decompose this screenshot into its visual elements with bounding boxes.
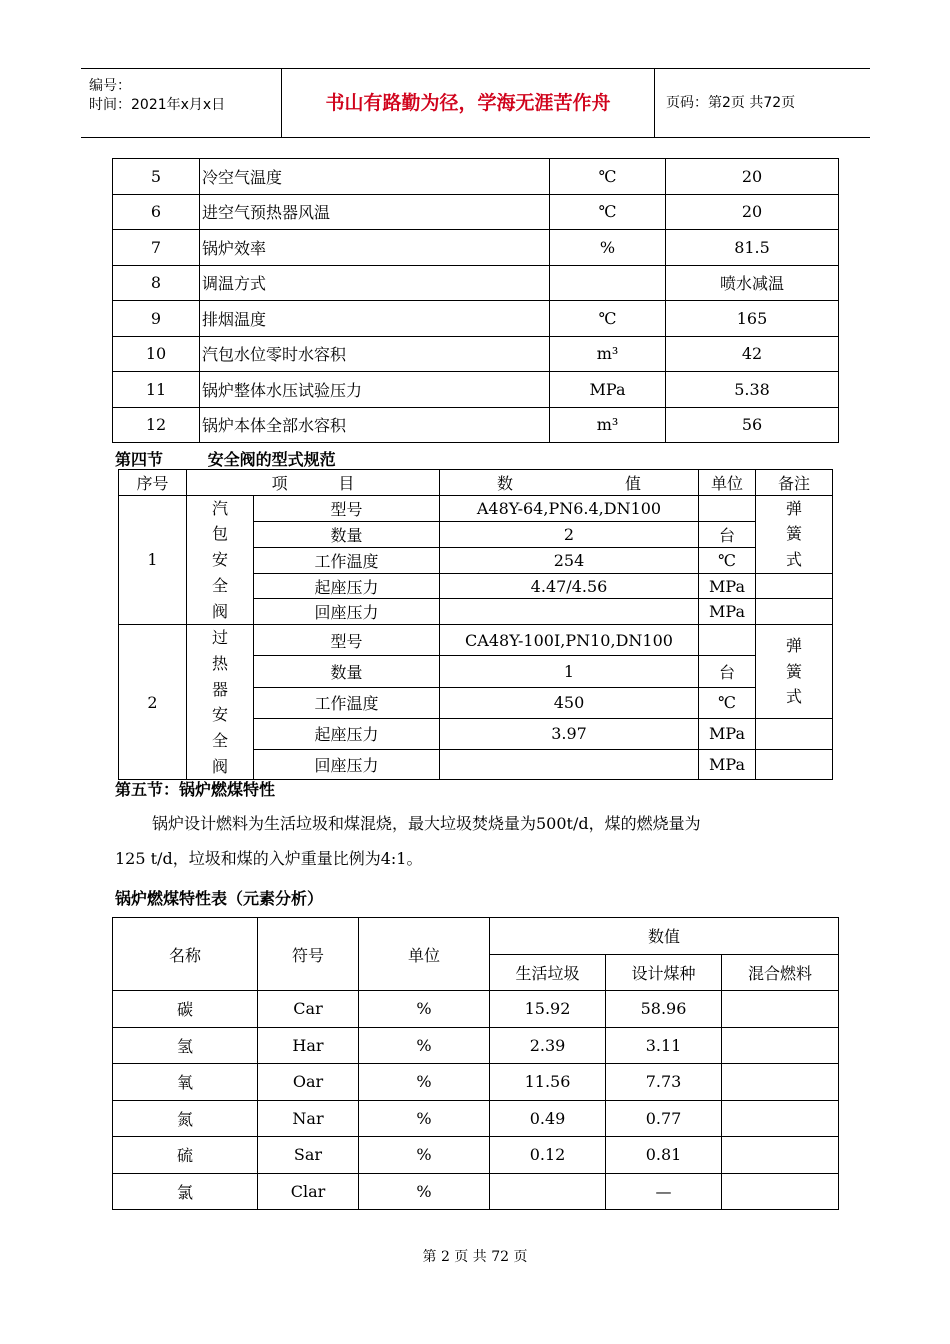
section5-title: 第五节：锅炉燃煤特性 [115,780,276,799]
header-note: 备注 [756,470,833,496]
group-name-char: 安 [211,705,228,725]
header-item: 项 目 [187,470,440,496]
header-values: 数值 [490,918,839,955]
row-value: 5.38 [666,372,839,408]
parameter-table [112,158,839,443]
table-row [113,1100,839,1137]
page-header [81,68,870,138]
group-name-char: 安 [211,550,228,570]
cell-symbol: Oar [258,1064,359,1101]
row-unit: m³ [550,336,666,372]
page-footer: 第 2 页 共 72 页 [422,1249,528,1265]
table-row [113,407,839,443]
cell-symbol: Sar [258,1137,359,1174]
group-name-char: 全 [211,731,228,751]
row-no: 6 [113,194,200,230]
row-unit: m³ [550,407,666,443]
row-item: 回座压力 [254,599,440,625]
header-name: 名称 [113,918,258,991]
group-name-char: 器 [211,679,228,699]
group-note-char: 弹 [785,635,802,655]
row-value: A48Y-64,PN6.4,DN100 [440,495,699,521]
cell-symbol: Clar [258,1173,359,1210]
empty-note [756,749,833,780]
row-value: 450 [440,687,699,718]
group-note [756,625,833,719]
safety-valve-table [118,469,833,780]
group-name-char: 全 [211,575,228,595]
cell-v2: 0.77 [606,1100,722,1137]
row-value: 254 [440,547,699,573]
row-no: 9 [113,301,200,337]
table-row [113,1173,839,1210]
section4-title: 第四节 安全阀的型式规范 [115,450,336,469]
header-unit: 单位 [359,918,490,991]
row-value: 165 [666,301,839,337]
cell-name: 氧 [113,1064,258,1101]
group-note-char: 式 [785,550,802,570]
group-name-char: 热 [211,653,228,673]
header-unit: 单位 [699,470,756,496]
table-row [113,194,839,230]
row-item: 型号 [254,495,440,521]
row-unit: MPa [699,599,756,625]
row-unit: ℃ [550,159,666,195]
row-item: 数量 [254,521,440,547]
row-no: 7 [113,230,200,266]
cell-name: 碳 [113,991,258,1028]
group-name-char: 阀 [211,756,228,776]
cell-unit: % [359,1027,490,1064]
row-item: 锅炉效率 [200,230,550,266]
cell-symbol: Car [258,991,359,1028]
row-value: 81.5 [666,230,839,266]
cell-v2: — [606,1173,722,1210]
group-note [756,495,833,573]
coal-property-table [112,917,839,1210]
paragraph-line-1: 锅炉设计燃料为生活垃圾和煤混烧，最大垃圾焚烧量为500t/d，煤的燃烧量为 [152,814,701,833]
group-name-char: 过 [211,628,228,648]
row-item: 调温方式 [200,265,550,301]
empty-note [756,573,833,599]
row-value: 20 [666,194,839,230]
empty-note [756,718,833,749]
header-meta [81,69,282,137]
group-note-char: 式 [785,687,802,707]
row-no: 12 [113,407,200,443]
cell-v2: 58.96 [606,991,722,1028]
row-unit: ℃ [550,301,666,337]
group-note-char: 弹 [785,498,802,518]
table-row [119,495,833,521]
table-row [113,372,839,408]
cell-symbol: Nar [258,1100,359,1137]
header-symbol: 符号 [258,918,359,991]
row-value: 56 [666,407,839,443]
header-page-info: 页码：第2页 共72页 [666,95,796,111]
group-no: 1 [119,495,187,625]
cell-v2: 3.11 [606,1027,722,1064]
cell-unit: % [359,1137,490,1174]
row-value: 3.97 [440,718,699,749]
row-item: 冷空气温度 [200,159,550,195]
header-design-coal: 设计煤种 [606,954,722,991]
cell-v2: 7.73 [606,1064,722,1101]
row-unit [550,265,666,301]
cell-v1: 11.56 [490,1064,606,1101]
row-unit [699,495,756,521]
cell-v1: 2.39 [490,1027,606,1064]
row-item: 进空气预热器风温 [200,194,550,230]
row-unit: MPa [699,749,756,780]
table-row [113,991,839,1028]
table-row [113,1137,839,1174]
row-value: 1 [440,656,699,687]
header-no: 序号 [119,470,187,496]
cell-v3 [722,1064,839,1101]
group-name-char: 阀 [211,601,228,621]
row-unit: 台 [699,521,756,547]
row-item: 工作温度 [254,687,440,718]
cell-name: 氯 [113,1173,258,1210]
coal-table-title: 锅炉燃煤特性表（元素分析） [115,889,324,908]
cell-unit: % [359,1173,490,1210]
cell-v1: 0.49 [490,1100,606,1137]
row-no: 5 [113,159,200,195]
row-item: 回座压力 [254,749,440,780]
cell-v1: 15.92 [490,991,606,1028]
group-no: 2 [119,625,187,780]
cell-v3 [722,991,839,1028]
group-note-char: 簧 [785,524,802,544]
table-row [113,265,839,301]
row-item: 汽包水位零时水容积 [200,336,550,372]
row-item: 数量 [254,656,440,687]
row-unit: 台 [699,656,756,687]
table-row [113,1064,839,1101]
row-unit [699,625,756,656]
row-unit: MPa [699,718,756,749]
row-item: 起座压力 [254,573,440,599]
cell-unit: % [359,991,490,1028]
row-value: 42 [666,336,839,372]
cell-v3 [722,1027,839,1064]
header-msw: 生活垃圾 [490,954,606,991]
row-value: 2 [440,521,699,547]
row-no: 11 [113,372,200,408]
header-motto: 书山有路勤为径，学海无涯苦作舟 [282,69,655,137]
group-note-char: 簧 [785,661,802,681]
cell-v1 [490,1173,606,1210]
table-row [119,625,833,656]
row-item: 锅炉本体全部水容积 [200,407,550,443]
row-item: 工作温度 [254,547,440,573]
cell-unit: % [359,1064,490,1101]
row-item: 锅炉整体水压试验压力 [200,372,550,408]
row-value: 4.47/4.56 [440,573,699,599]
table-row [113,1027,839,1064]
row-no: 8 [113,265,200,301]
row-no: 10 [113,336,200,372]
row-unit: MPa [550,372,666,408]
group-name-char: 包 [211,524,228,544]
cell-name: 硫 [113,1137,258,1174]
row-value: 喷水减温 [666,265,839,301]
cell-name: 氢 [113,1027,258,1064]
cell-v2: 0.81 [606,1137,722,1174]
table-row [113,159,839,195]
cell-unit: % [359,1100,490,1137]
cell-v3 [722,1137,839,1174]
row-value [440,599,699,625]
row-unit: ℃ [550,194,666,230]
cell-v3 [722,1100,839,1137]
code-label: 编号： [89,78,131,94]
cell-v1: 0.12 [490,1137,606,1174]
header-value: 数 值 [440,470,699,496]
cell-name: 氮 [113,1100,258,1137]
row-value [440,749,699,780]
table-row [113,301,839,337]
row-unit: MPa [699,573,756,599]
paragraph-line-2: 125 t/d，垃圾和煤的入炉重量比例为4:1。 [115,849,423,868]
group-name-char: 汽 [211,498,228,518]
row-unit: ℃ [699,687,756,718]
cell-symbol: Har [258,1027,359,1064]
empty-note [756,599,833,625]
group-name [187,625,254,780]
group-name [187,495,254,625]
row-item: 排烟温度 [200,301,550,337]
cell-v3 [722,1173,839,1210]
row-value: 20 [666,159,839,195]
row-unit: % [550,230,666,266]
row-value: CA48Y-100I,PN10,DN100 [440,625,699,656]
row-item: 型号 [254,625,440,656]
time-label: 时间：2021年x月x日 [89,97,226,113]
table-row [113,336,839,372]
row-item: 起座压力 [254,718,440,749]
header-mixed-fuel: 混合燃料 [722,954,839,991]
table-row [113,230,839,266]
row-unit: ℃ [699,547,756,573]
